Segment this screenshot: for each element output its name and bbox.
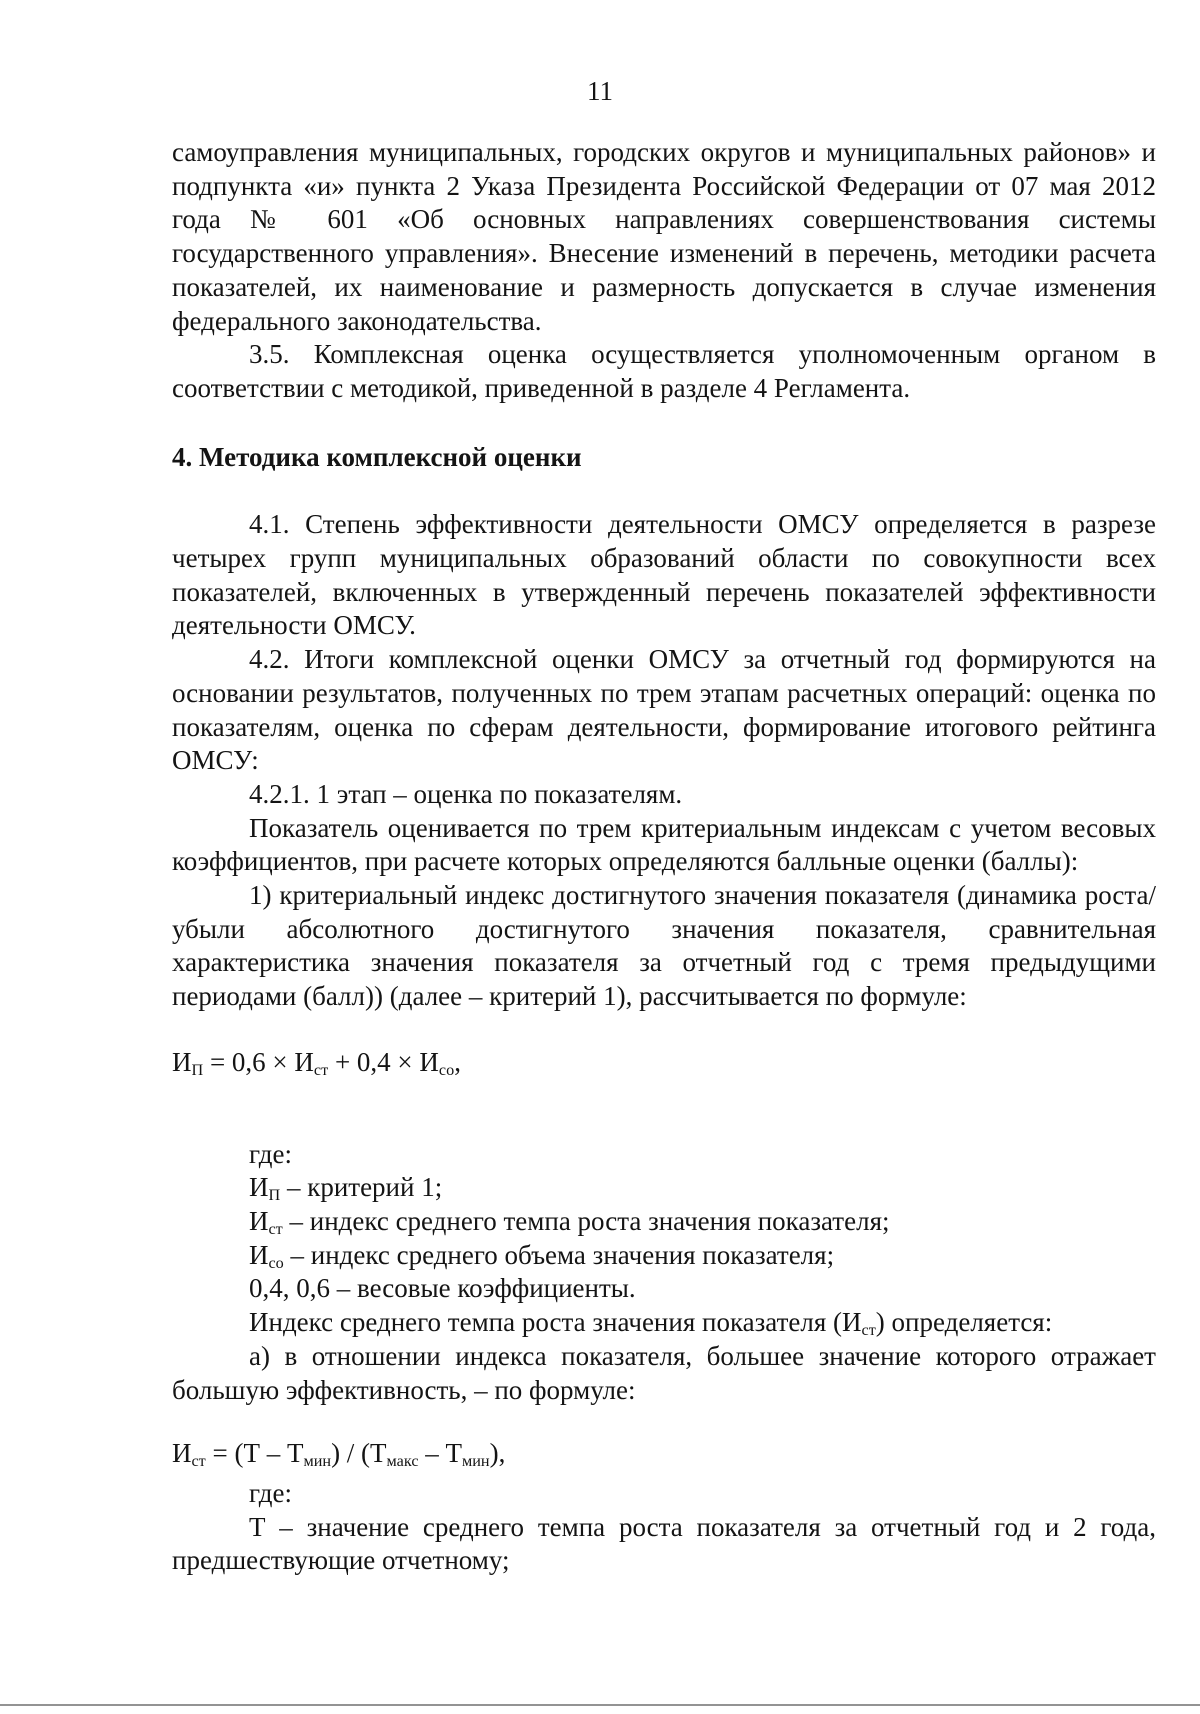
section-heading: 4. Методика комплексной оценки [172, 441, 582, 472]
paragraph-criteria-intro: Показатель оценивается по трем критериальным индексам с учетом весовых коэффициентов, при расчете которых определяются балльные оценки (баллы): [172, 812, 1156, 877]
definition-iso: $И_{со}$ – индекс среднего объема значения показателя; [249, 1239, 835, 1272]
definition-weights: 0,4, 0,6 – весовые коэффициенты. [249, 1273, 636, 1304]
formula-criterion-1: $И_П = 0,6 \times И_{ст} + 0,4 \times И_{со}$, [172, 1046, 461, 1079]
paragraph-3-5: 3.5. Комплексная оценка осуществляется уполномоченным органом в соответствии с методикой, приведенной в разделе 4 Регламента. [172, 339, 1156, 403]
paragraph-index-growth: Индекс среднего темпа роста значения показателя $(И_{ст})$ определяется: [249, 1307, 1053, 1340]
paragraph-4-1: 4.1. Степень эффективности деятельности ОМСУ определяется в разрезе четырех групп муниципальных образований области по совокупности всех показателей, включенных в утвержденный перечень показателей эффективности деятельности ОМСУ. [172, 509, 1156, 641]
where-label-1: где: [249, 1138, 292, 1169]
paragraph-intro-continuation: самоуправления муниципальных, городских округов и муниципальных районов» и подпункта «и» пункта 2 Указа Президента Российской Федерации от 07 мая 2012 года № 601 «Об основных направлениях совершенствования системы государственного управления». Внесение изменений в перечень, методики расчета показателей, их наименование и размерность допускается в случае изменения федерального законодательства. [172, 137, 1156, 336]
document-body [172, 136, 1156, 1578]
formula-growth-index: $И_{ст} = (Т - Т_{мин}) / (Т_{макс} - Т_{мин})$, [172, 1438, 506, 1471]
paragraph-criterion-1: 1) критериальный индекс достигнутого значения показателя (динамика роста/убыли абсолютного достигнутого значения показателя, сравнительная характеристика значения показателя за отчетный год с тремя предыдущими периодами (балл)) (далее – критерий 1), рассчитывается по формуле: [172, 880, 1156, 1012]
definition-t: Т – значение среднего темпа роста показателя за отчетный год и 2 года, предшествующие отчетному; [172, 1511, 1156, 1576]
scan-edge-line [0, 1704, 1200, 1706]
page-number: 11 [587, 76, 613, 106]
definition-ip: $И_П$ – критерий 1; [249, 1172, 443, 1205]
paragraph-4-2-1: 4.2.1. 1 этап – оценка по показателям. [249, 778, 683, 809]
paragraph-case-a: а) в отношении индекса показателя, большее значение которого отражает большую эффективность, – по формуле: [172, 1340, 1156, 1405]
where-label-2: где: [249, 1477, 292, 1508]
definition-ist: $И_{ст}$ – индекс среднего темпа роста значения показателя; [249, 1205, 890, 1239]
paragraph-4-2: 4.2. Итоги комплексной оценки ОМСУ за отчетный год формируются на основании результатов, полученных по трем этапам расчетных операций: оценка по показателям, оценка по сферам деятельности, формирование итогового рейтинга ОМСУ: [172, 644, 1156, 776]
